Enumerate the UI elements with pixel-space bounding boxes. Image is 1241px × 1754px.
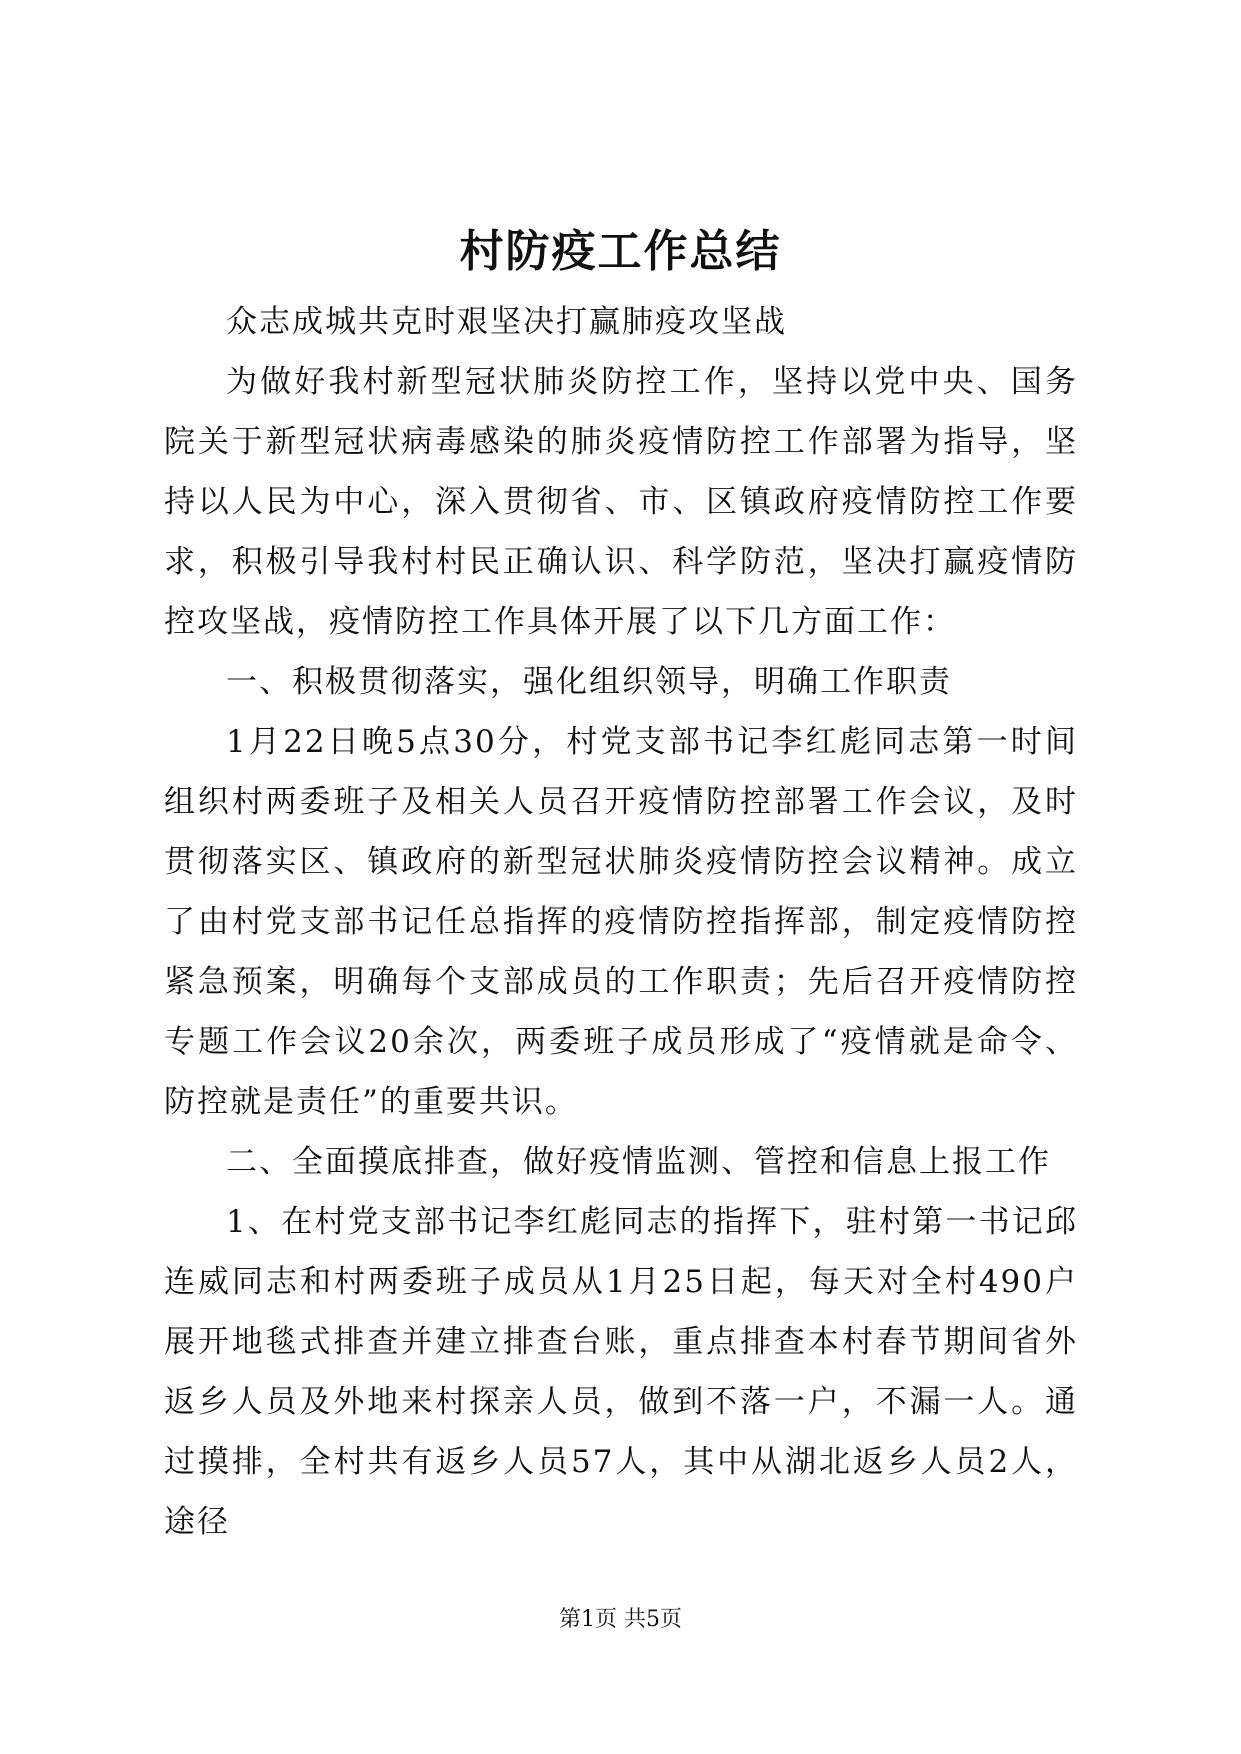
paragraph-section-1: 1月22日晚5点30分，村党支部书记李红彪同志第一时间组织村两委班子及相关人员召开疫情防控部署工作会议，及时贯彻落实区、镇政府的新型冠状肺炎疫情防控会议精神。成立了由村党支部书记任总指挥的疫情防控指挥部，制定疫情防控紧急预案，明确每个支部成员的工作职责；先后召开疫情防控专题工作会议20余次，两委班子成员形成了“疫情就是命令、防控就是责任”的重要共识。 bbox=[164, 724, 1078, 1120]
page-footer: 第1页 共5页 bbox=[559, 1607, 682, 1632]
document-title: 村防疫工作总结 bbox=[459, 226, 782, 277]
document-body bbox=[164, 292, 1078, 1552]
paragraph-section-2-item-1: 1、在村党支部书记李红彪同志的指挥下，驻村第一书记邱连威同志和村两委班子成员从1月25日起，每天对全村490户展开地毯式排查并建立排查台账，重点排查本村春节期间省外返乡人员及外地来村探亲人员，做到不落一户，不漏一人。通过摸排，全村共有返乡人员57人，其中从湖北返乡人员2人，途径 bbox=[164, 1204, 1078, 1540]
section-heading-2: 二、全面摸底排查，做好疫情监测、管控和信息上报工作 bbox=[226, 1144, 1051, 1180]
paragraph-subtitle: 众志成城共克时艰坚决打赢肺疫攻坚战 bbox=[226, 304, 787, 340]
paragraph-intro: 为做好我村新型冠状肺炎防控工作，坚持以党中央、国务院关于新型冠状病毒感染的肺炎疫情防控工作部署为指导，坚持以人民为中心，深入贯彻省、市、区镇政府疫情防控工作要求，积极引导我村村民正确认识、科学防范，坚决打赢疫情防控攻坚战，疫情防控工作具体开展了以下几方面工作： bbox=[164, 364, 1078, 640]
section-heading-1: 一、积极贯彻落实，强化组织领导，明确工作职责 bbox=[226, 664, 952, 700]
